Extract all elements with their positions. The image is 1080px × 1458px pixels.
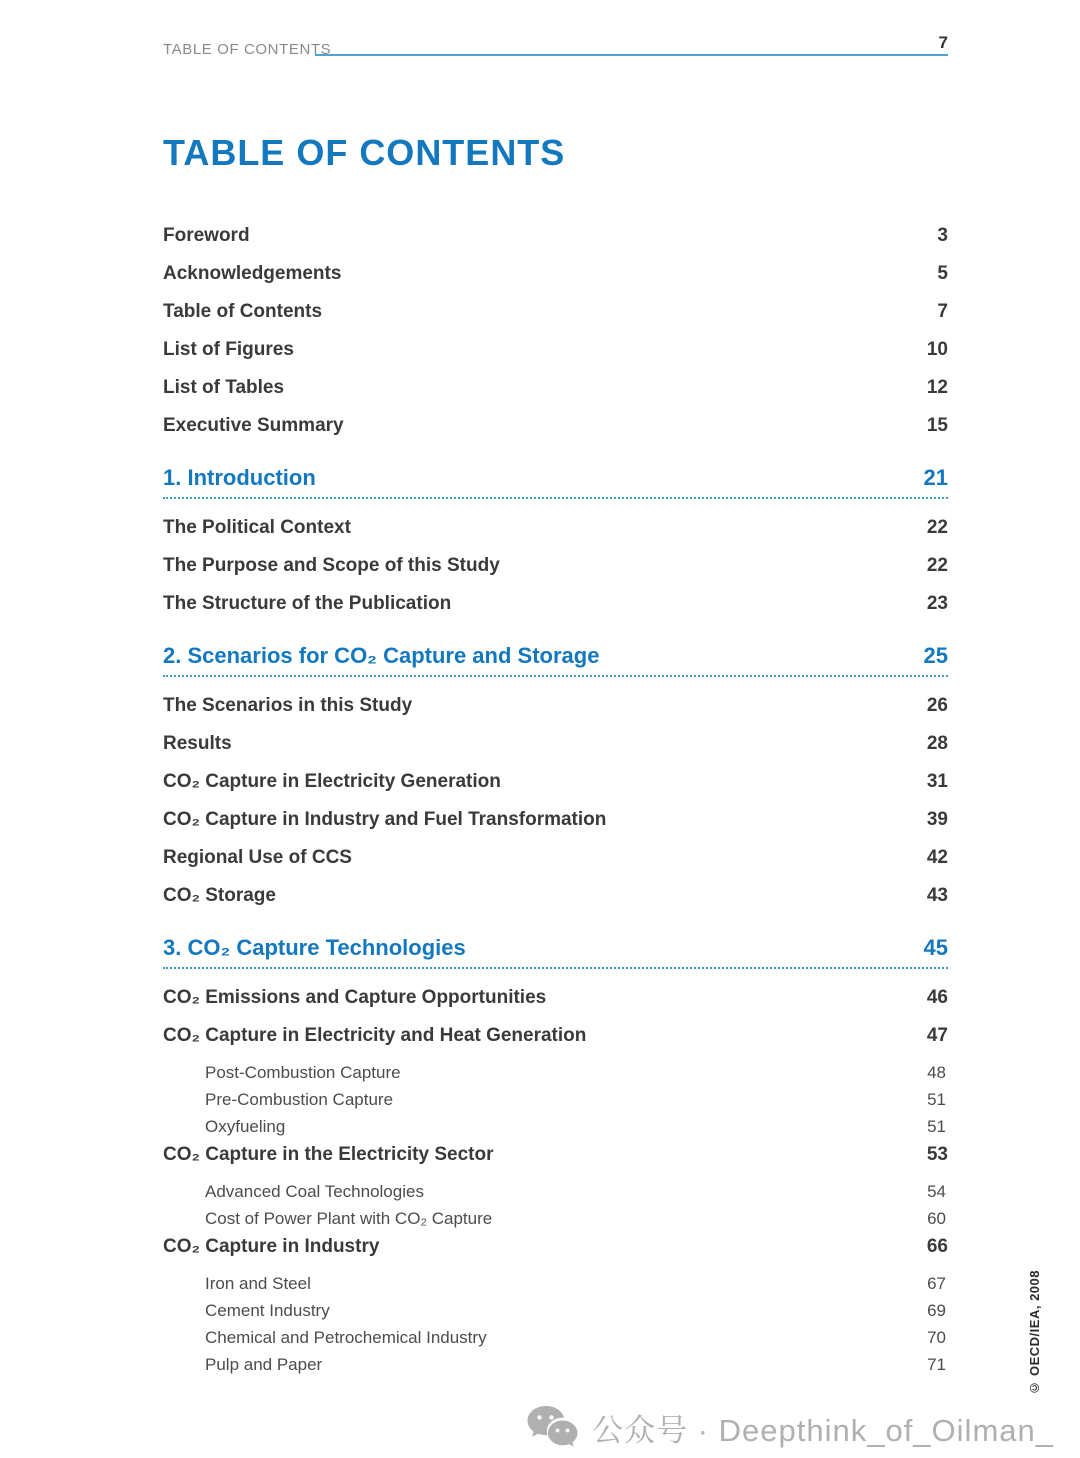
toc-entry-page: 26: [926, 695, 948, 716]
toc-entry-label: The Structure of the Publication: [163, 593, 452, 614]
toc-subentry-page: 71: [927, 1355, 946, 1374]
toc-row: [163, 518, 948, 538]
toc-entry-label: CO₂ Capture in Industry: [163, 1236, 380, 1257]
toc-entry-label: The Scenarios in this Study: [163, 695, 413, 716]
toc-entry-page: 3: [937, 225, 948, 246]
toc-entry-page: 28: [926, 733, 948, 754]
toc-section-introduction: [163, 466, 948, 614]
toc-row: [163, 264, 948, 284]
wechat-watermark: [526, 1404, 1054, 1450]
toc-subentry-page: 48: [927, 1063, 946, 1082]
toc-section-heading-page: 21: [923, 465, 948, 490]
toc-section-heading-label: 2. Scenarios for CO₂ Capture and Storage: [163, 643, 600, 668]
toc-subrow: [163, 1356, 948, 1374]
toc-entry-page: 15: [926, 415, 948, 436]
toc-entry-label: CO₂ Emissions and Capture Opportunities: [163, 987, 547, 1008]
running-header: [163, 33, 948, 60]
toc-entry-page: 43: [926, 885, 948, 906]
watermark-text: 公众号 · Deepthink_of_Oilman_: [592, 1412, 1054, 1448]
toc-subrow: [163, 1118, 948, 1136]
toc-entry-label: Acknowledgements: [163, 263, 342, 284]
toc-entry-page: 42: [926, 847, 948, 868]
header-rule: [315, 54, 948, 56]
toc-subrow: [163, 1183, 948, 1201]
toc-entry-page: 39: [926, 809, 948, 830]
toc-entry-label: CO₂ Capture in Electricity and Heat Generation: [163, 1025, 587, 1046]
toc-row: [163, 416, 948, 436]
toc-row: [163, 848, 948, 868]
toc-subentry-page: 70: [927, 1328, 946, 1347]
toc-subentry-label: Cement Industry: [205, 1301, 330, 1320]
toc-subentry-page: 67: [927, 1274, 946, 1293]
toc-entry-page: 47: [926, 1025, 948, 1046]
running-header-title: TABLE OF CONTENTS: [163, 41, 332, 58]
toc-entry-page: 7: [937, 301, 948, 322]
toc-row: [163, 772, 948, 792]
toc-entry-label: Executive Summary: [163, 415, 344, 436]
toc-entry-label: Results: [163, 733, 232, 754]
copyright-vertical-text: © OECD/IEA, 2008: [1027, 1270, 1042, 1396]
toc-section-heading-label: 3. CO₂ Capture Technologies: [163, 935, 466, 960]
toc-subrow: [163, 1302, 948, 1320]
toc-subentry-page: 60: [927, 1209, 946, 1228]
toc-subentry-label: Iron and Steel: [205, 1274, 311, 1293]
table-of-contents: [163, 226, 948, 1374]
toc-entry-label: Foreword: [163, 225, 250, 246]
toc-subentry-page: 69: [927, 1301, 946, 1320]
toc-entry-page: 10: [926, 339, 948, 360]
toc-entry-page: 5: [937, 263, 948, 284]
toc-subentry-label: Pulp and Paper: [205, 1355, 323, 1374]
page-content: [163, 0, 948, 1383]
toc-subrow: [163, 1329, 948, 1347]
toc-row: [163, 988, 948, 1008]
toc-subentry-label: Post-Combustion Capture: [205, 1063, 401, 1082]
toc-subentry-label: Pre-Combustion Capture: [205, 1090, 394, 1109]
toc-entry-label: List of Tables: [163, 377, 285, 398]
toc-subentry-page: 54: [927, 1182, 946, 1201]
toc-row: [163, 696, 948, 716]
toc-row: [163, 556, 948, 576]
toc-section-heading: [163, 466, 948, 499]
toc-subentry-label: Oxyfueling: [205, 1117, 286, 1136]
toc-section-heading-page: 45: [923, 935, 948, 960]
toc-row: [163, 226, 948, 246]
toc-entry-label: CO₂ Capture in Electricity Generation: [163, 771, 501, 792]
toc-entry-page: 22: [926, 555, 948, 576]
toc-row: [163, 302, 948, 322]
toc-subentry-page: 51: [927, 1090, 946, 1109]
toc-entry-page: 53: [926, 1144, 948, 1165]
toc-section-heading-page: 25: [923, 643, 948, 668]
toc-entry-label: The Purpose and Scope of this Study: [163, 555, 500, 576]
toc-row: [163, 594, 948, 614]
toc-entry-page: 46: [926, 987, 948, 1008]
toc-subentry-label: Cost of Power Plant with CO₂ Capture: [205, 1209, 493, 1228]
toc-entry-label: Regional Use of CCS: [163, 847, 352, 868]
toc-row: [163, 378, 948, 398]
wechat-icon: [526, 1404, 578, 1450]
toc-section-capture-technologies: [163, 936, 948, 1374]
toc-row: [163, 810, 948, 830]
toc-entry-label: Table of Contents: [163, 301, 323, 322]
toc-subrow: [163, 1275, 948, 1293]
toc-row: [163, 1237, 948, 1257]
toc-entry-page: 31: [926, 771, 948, 792]
toc-entry-page: 66: [926, 1236, 948, 1257]
toc-entry-page: 23: [926, 593, 948, 614]
toc-row: [163, 340, 948, 360]
toc-row: [163, 1145, 948, 1165]
toc-entry-label: The Political Context: [163, 517, 351, 538]
toc-entry-page: 22: [926, 517, 948, 538]
toc-row: [163, 886, 948, 906]
toc-subrow: [163, 1210, 948, 1228]
toc-subentry-label: Advanced Coal Technologies: [205, 1182, 424, 1201]
toc-row: [163, 734, 948, 754]
toc-section-heading-label: 1. Introduction: [163, 465, 316, 490]
toc-entry-label: CO₂ Storage: [163, 885, 276, 906]
toc-row: [163, 1026, 948, 1046]
toc-subrow: [163, 1064, 948, 1082]
running-header-page-number: 7: [938, 33, 948, 52]
toc-subrow: [163, 1091, 948, 1109]
toc-subentry-page: 51: [927, 1117, 946, 1136]
toc-entry-label: CO₂ Capture in the Electricity Sector: [163, 1144, 494, 1165]
toc-subentry-label: Chemical and Petrochemical Industry: [205, 1328, 487, 1347]
page-title: TABLE OF CONTENTS: [163, 132, 566, 173]
toc-section-heading: [163, 644, 948, 677]
toc-entry-label: CO₂ Capture in Industry and Fuel Transformation: [163, 809, 607, 830]
toc-section-heading: [163, 936, 948, 969]
toc-entry-page: 12: [926, 377, 948, 398]
toc-section-scenarios: [163, 644, 948, 906]
toc-entry-label: List of Figures: [163, 339, 294, 360]
